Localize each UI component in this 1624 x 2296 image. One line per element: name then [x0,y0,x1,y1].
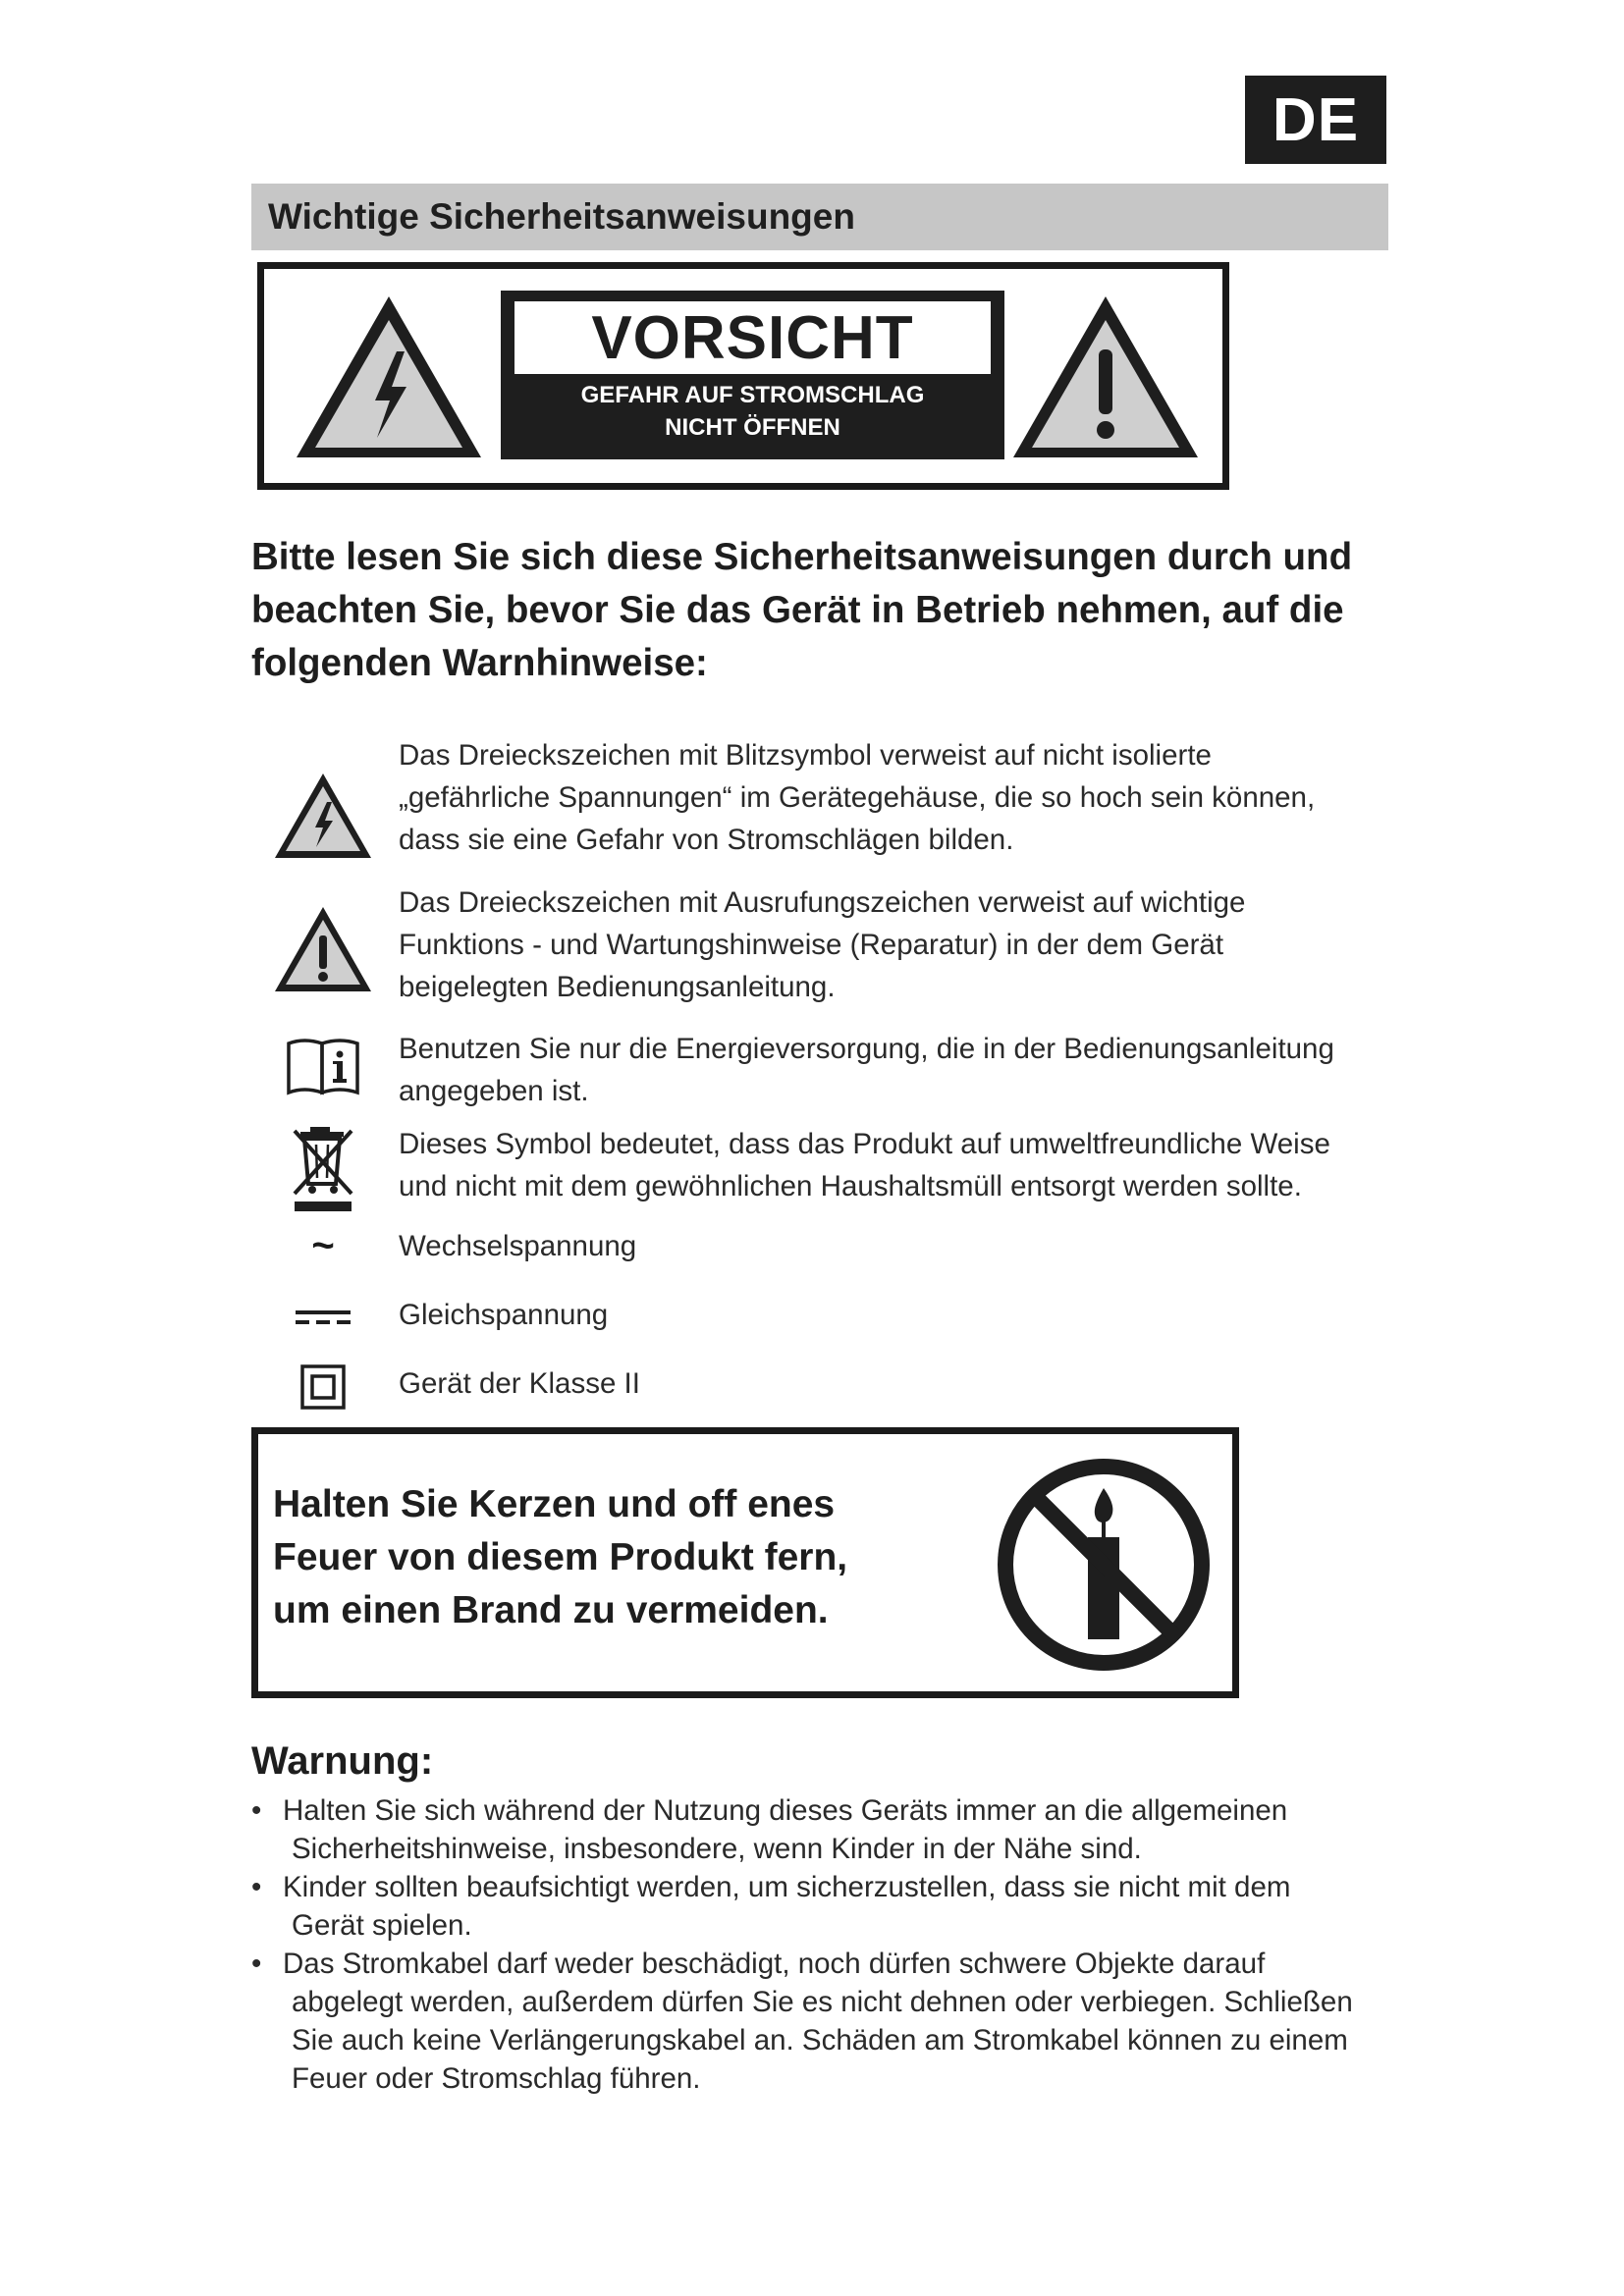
symbol-desc-line: und nicht mit dem gewöhnlichen Haushaltsmüll entsorgt werden sollte. [399,1170,1302,1202]
symbol-desc-line: dass sie eine Gefahr von Stromschlägen bilden. [399,824,1014,856]
symbol-desc-line: angegeben ist. [399,1075,589,1107]
lightning-warning-icon [291,291,487,463]
caution-title: VORSICHT [514,301,991,374]
symbol-desc-line: beigelegten Bedienungsanleitung. [399,971,836,1003]
caution-subtitle [501,379,1004,444]
caution-label [257,262,1229,490]
symbol-desc-line: Gerät der Klasse II [399,1367,640,1400]
warning-title: Warnung: [251,1739,434,1783]
intro-text [251,531,1400,690]
class-ii-icon [300,1364,346,1410]
symbol-desc-line: Das Dreieckszeichen mit Blitzsymbol verweist auf nicht isolierte [399,739,1212,772]
warning-text: Das Stromkabel darf weder beschädigt, noch dürfen schwere Objekte darauf [283,1948,1266,1980]
list-item [251,1791,1400,1868]
symbol-desc-line: Das Dreieckszeichen mit Ausrufungszeichen verweist auf wichtige [399,886,1246,919]
intro-line-1: Bitte lesen Sie sich diese Sicherheitsanweisungen durch und [251,536,1353,578]
candle-line-1: Halten Sie Kerzen und off enes [273,1483,836,1525]
section-title: Wichtige Sicherheitsanweisungen [268,196,855,237]
candle-warning-text [273,1478,921,1637]
bullet: • [251,1948,262,1980]
symbol-desc-line: „gefährliche Spannungen“ im Gerätegehäuse, die so hoch sein können, [399,781,1316,814]
exclamation-warning-icon [1007,291,1204,463]
symbol-desc-line: Gleichspannung [399,1299,609,1331]
list-item [251,1945,1400,2098]
no-open-flame-icon [994,1455,1214,1675]
symbol-desc-line: Benutzen Sie nur die Energieversorgung, die in der Bedienungsanleitung [399,1033,1334,1065]
symbol-desc-line: Wechselspannung [399,1230,637,1262]
warning-text: Kinder sollten beaufsichtigt werden, um sicherzustellen, dass sie nicht mit dem [283,1871,1291,1903]
warning-text: Gerät spielen. [292,1909,472,1942]
warning-text: Sie auch keine Verlängerungskabel an. Schäden am Stromkabel können zu einem [292,2024,1348,2056]
ac-tilde-icon: ~ [311,1224,335,1267]
section-header [251,184,1388,250]
warning-text: Feuer oder Stromschlag führen. [292,2062,701,2095]
caution-line-2: NICHT ÖFFNEN [665,414,840,441]
caution-panel [501,291,1004,459]
bullet: • [251,1794,262,1827]
dc-symbol-icon [294,1309,352,1325]
candle-warning-box [251,1427,1239,1698]
manual-info-icon [285,1036,361,1096]
warning-text: Sicherheitshinweise, insbesondere, wenn Kinder in der Nähe sind. [292,1833,1142,1865]
lightning-triangle-icon [272,771,374,861]
intro-line-2: beachten Sie, bevor Sie das Gerät in Betrieb nehmen, auf die [251,589,1344,631]
symbol-desc-line: Dieses Symbol bedeutet, dass das Produkt auf umweltfreundliche Weise [399,1128,1330,1160]
list-item [251,1868,1400,1945]
candle-line-2: Feuer von diesem Produkt fern, [273,1536,848,1578]
warning-text: abgelegt werden, außerdem dürfen Sie es nicht dehnen oder verbiegen. Schließen [292,1986,1353,2018]
warning-list [251,1791,1400,2098]
intro-line-3: folgenden Warnhinweise: [251,642,708,684]
language-badge: DE [1245,76,1386,164]
exclamation-triangle-icon [272,904,374,994]
warning-text: Halten Sie sich während der Nutzung dieses Geräts immer an die allgemeinen [283,1794,1288,1827]
symbol-desc-line: Funktions - und Wartungshinweise (Reparatur) in der dem Gerät [399,929,1224,961]
caution-line-1: GEFAHR AUF STROMSCHLAG [580,382,925,408]
bullet: • [251,1871,262,1903]
candle-line-3: um einen Brand zu vermeiden. [273,1589,829,1631]
crossed-bin-icon [289,1123,357,1215]
